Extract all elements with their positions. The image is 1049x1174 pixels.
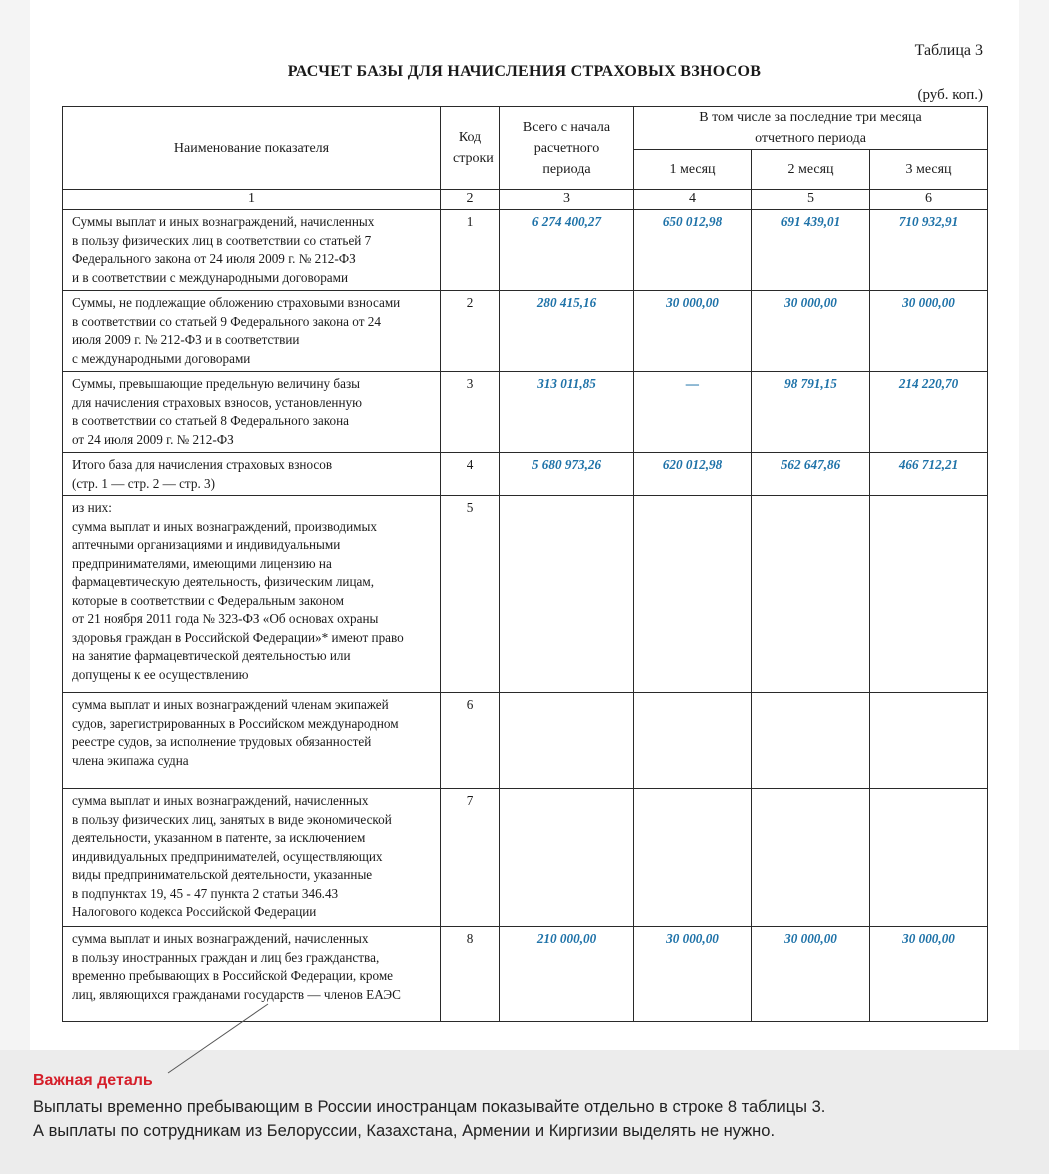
row-code: 2 [441, 291, 500, 372]
col-number: 2 [441, 190, 500, 210]
note-title: Важная деталь [33, 1072, 153, 1089]
col-number: 5 [752, 190, 870, 210]
value-total: 210 000,00 [500, 927, 634, 1022]
value-month-2: 30 000,00 [752, 291, 870, 372]
row-label: сумма выплат и иных вознаграждений, начисленных в пользу физических лиц, занятых в виде экономической деятельности, указанном в патенте, за исключением индивидуальных предпринимателей, осуществляющих виды предпринимательской деятельности, указанные в подпунктах 19, 45 - 47 пункта 2 статьи 346.43 Налогового кодекса Российской Федерации [63, 789, 441, 927]
row-label: сумма выплат и иных вознаграждений, начисленных в пользу иностранных граждан и лиц без гражданства, временно пребывающих в Российской Федерации, кроме лиц, являющихся гражданами государств — членов ЕАЭС [63, 927, 441, 1022]
value-month-3: 466 712,21 [870, 453, 988, 496]
value-total: 280 415,16 [500, 291, 634, 372]
row-code: 8 [441, 927, 500, 1022]
header-month-3: 3 месяц [870, 150, 988, 190]
col-number: 3 [500, 190, 634, 210]
row-code: 3 [441, 372, 500, 453]
col-number: 4 [634, 190, 752, 210]
value-month-1: 30 000,00 [634, 927, 752, 1022]
value-month-3: 214 220,70 [870, 372, 988, 453]
value-month-2: 691 439,01 [752, 210, 870, 291]
value-month-1: — [634, 372, 752, 453]
row-label: Суммы, превышающие предельную величину базы для начисления страховых взносов, установленную в соответствии со статьей 8 Федерального закона от 24 июля 2009 г. № 212-ФЗ [63, 372, 441, 453]
header-month-2: 2 месяц [752, 150, 870, 190]
value-month-2: 30 000,00 [752, 927, 870, 1022]
value-month-1: 30 000,00 [634, 291, 752, 372]
row-label: Суммы, не подлежащие обложению страховыми взносами в соответствии со статьей 9 Федерального закона от 24 июля 2009 г. № 212-ФЗ и в соответствии с международными договорами [63, 291, 441, 372]
table-number: Таблица 3 [914, 42, 983, 59]
value-month-3: 30 000,00 [870, 291, 988, 372]
value-total: 6 274 400,27 [500, 210, 634, 291]
row-label: сумма выплат и иных вознаграждений членам экипажей судов, зарегистрированных в Российском международном реестре судов, за исполнение трудовых обязанностей члена экипажа судна [63, 693, 441, 789]
header-code: Код строки [441, 107, 500, 190]
row-code: 5 [441, 496, 500, 693]
row-code: 4 [441, 453, 500, 496]
header-month-1: 1 месяц [634, 150, 752, 190]
value-month-3: 710 932,91 [870, 210, 988, 291]
header-total: Всего с начала расчетного периода [500, 107, 634, 190]
header-name: Наименование показателя [63, 107, 441, 190]
row-code: 1 [441, 210, 500, 291]
value-month-1: 620 012,98 [634, 453, 752, 496]
col-number: 1 [63, 190, 441, 210]
row-code: 7 [441, 789, 500, 927]
currency-unit: (руб. коп.) [917, 87, 983, 103]
row-label: из них: сумма выплат и иных вознаграждений, производимых аптечными организациями и индивидуальными предпринимателями, имеющими лицензию на фармацевтическую деятельность, физическим лицам, которые в соответствии с Федеральным законом от 21 ноября 2011 года № 323-ФЗ «Об основах охраны здоровья граждан в Российской Федерации»* имеют право на занятие фармацевтической деятельностью или допущены к ее осуществлению [63, 496, 441, 693]
value-total: 313 011,85 [500, 372, 634, 453]
header-last-three-months: В том числе за последние три месяца отчетного периода [634, 107, 988, 150]
document-title: РАСЧЕТ БАЗЫ ДЛЯ НАЧИСЛЕНИЯ СТРАХОВЫХ ВЗНОСОВ [287, 63, 762, 80]
col-number: 6 [870, 190, 988, 210]
note-text-line-2: А выплаты по сотрудникам из Белоруссии, Казахстана, Армении и Киргизии выделять не нужно. [33, 1122, 776, 1140]
value-month-1: 650 012,98 [634, 210, 752, 291]
row-label: Итого база для начисления страховых взносов (стр. 1 — стр. 2 — стр. 3) [63, 453, 441, 496]
note-text-line-1: Выплаты временно пребывающим в России иностранцам показывайте отдельно в строке 8 таблицы 3. [33, 1098, 826, 1116]
row-code: 6 [441, 693, 500, 789]
value-month-2: 98 791,15 [752, 372, 870, 453]
row-label: Суммы выплат и иных вознаграждений, начисленных в пользу физических лиц в соответствии со статьей 7 Федерального закона от 24 июля 2009 г. № 212-ФЗ и в соответствии с международными договорами [63, 210, 441, 291]
value-month-2: 562 647,86 [752, 453, 870, 496]
value-total: 5 680 973,26 [500, 453, 634, 496]
value-month-3: 30 000,00 [870, 927, 988, 1022]
